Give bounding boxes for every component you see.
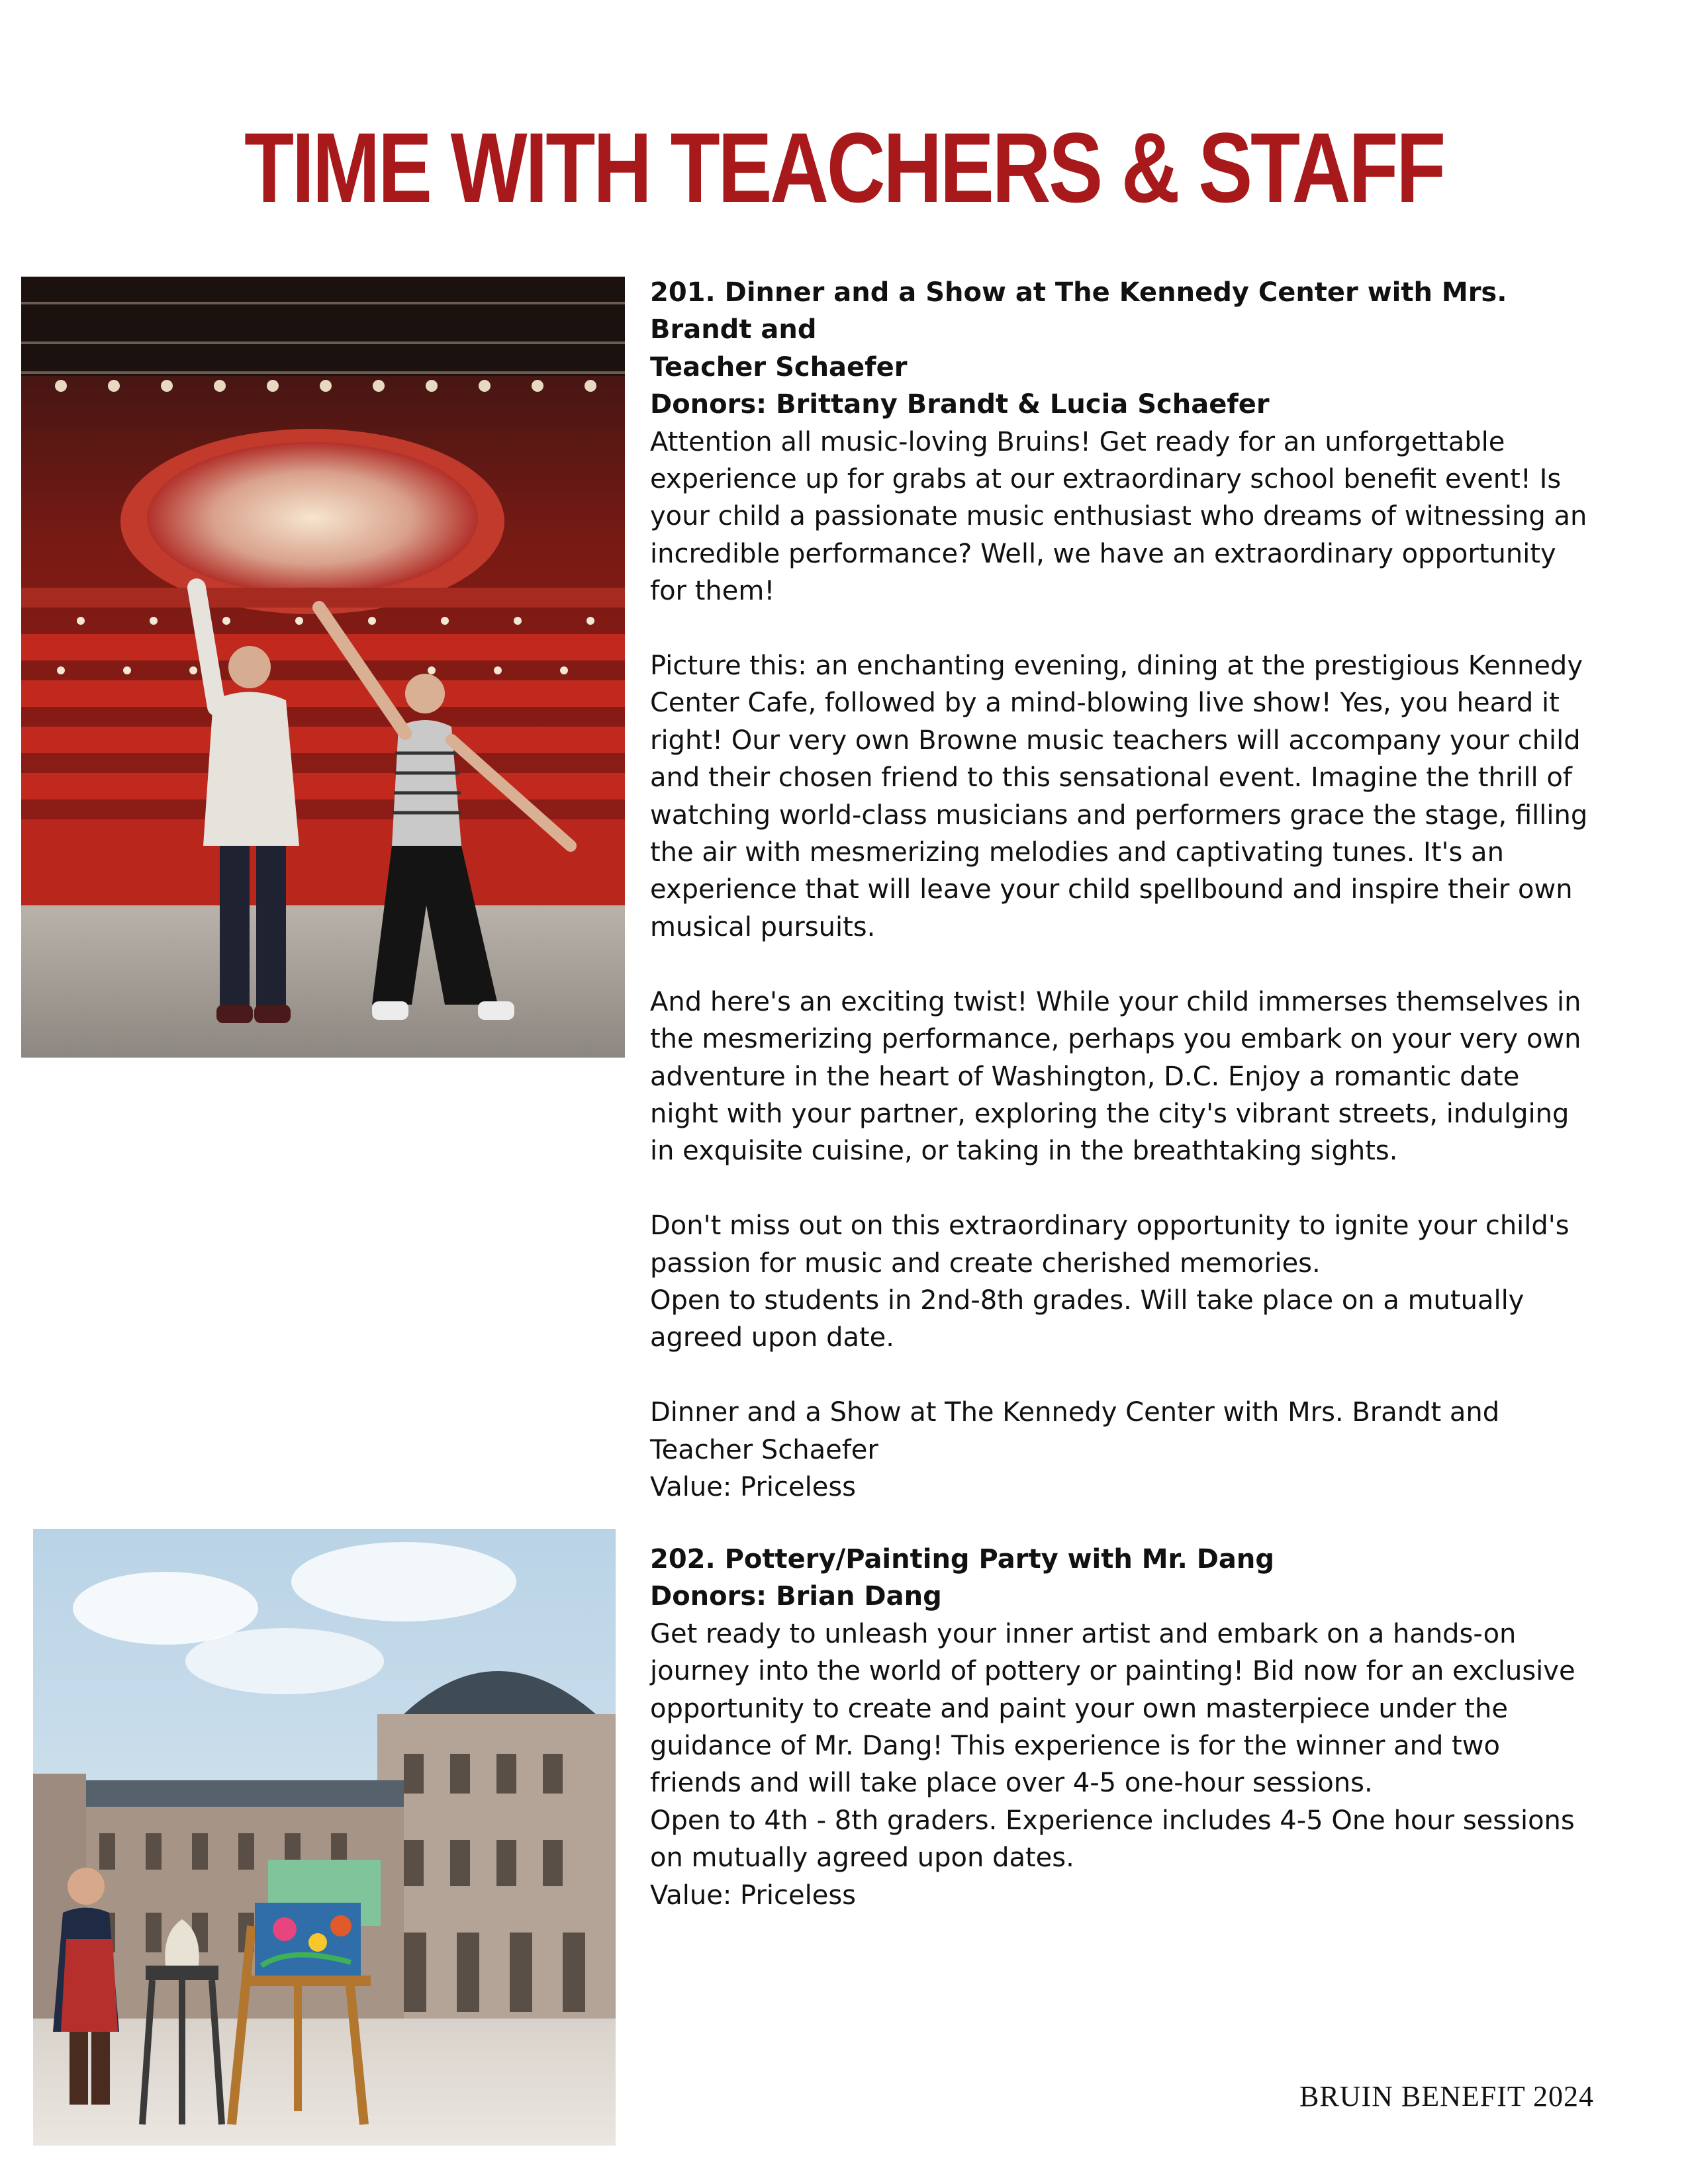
item-summary: Dinner and a Show at The Kennedy Center with Mrs. Brandt and [650, 1397, 1500, 1428]
footer-label: BRUIN BENEFIT 2024 [1299, 2080, 1594, 2113]
item-eligibility: Open to students in 2nd-8th grades. Will take place on a mutually agreed upon date. [650, 1285, 1524, 1353]
item-heading: 202. Pottery/Painting Party with Mr. Dang [650, 1544, 1275, 1574]
page-title: TIME WITH TEACHERS & STAFF [244, 112, 1444, 223]
kennedy-center-photo [21, 277, 625, 1058]
item-paragraph: Attention all music-loving Bruins! Get ready for an unforgettable experience up for grabs at our extraordinary school benefit event! Is your child a passionate music enthusiast who dreams of witnessing an incredible performance? Well, we have an extraordinary opportunity for them! [650, 426, 1587, 607]
item-heading-continued: Teacher Schaefer [650, 351, 908, 383]
item-eligibility: Open to 4th - 8th graders. Experience includes 4-5 One hour sessions on mutually agreed upon dates. [650, 1805, 1575, 1874]
item-summary-continued: Teacher Schaefer [650, 1434, 878, 1465]
item-paragraph: And here's an exciting twist! While your child immerses themselves in the mesmerizing performance, perhaps you embark on your very own adventure in the heart of Washington, D.C. Enjoy a romantic date night with your partner, exploring the city's vibrant streets, indulging in exquisite cuisine, or taking in the breathtaking sights. [650, 986, 1581, 1167]
item-heading: 201. Dinner and a Show at The Kennedy Center with Mrs. Brandt and [650, 277, 1507, 345]
item-paragraph: Don't miss out on this extraordinary opportunity to ignite your child's passion for music and create cherished memories. [650, 1210, 1570, 1279]
item-description: Get ready to unleash your inner artist and embark on a hands-on journey into the world of pottery or painting! Bid now for an exclusive opportunity to create and paint your own masterpiece under the guidance of Mr. Dang! This experience is for the winner and two friends and will take place over 4-5 one-hour sessions. [650, 1618, 1575, 1799]
auction-item-202 [650, 1541, 1590, 1914]
item-value: Value: Priceless [650, 1471, 857, 1502]
pottery-painting-photo [33, 1529, 616, 2146]
item-value: Value: Priceless [650, 1880, 857, 1911]
auction-item-201 [650, 274, 1590, 1506]
item-donors: Donors: Brian Dang [650, 1581, 942, 1612]
item-donors: Donors: Brittany Brandt & Lucia Schaefer [650, 389, 1270, 420]
item-paragraph: Picture this: an enchanting evening, dining at the prestigious Kennedy Center Cafe, followed by a mind-blowing live show! Yes, you heard it right! Our very own Browne music teachers will accompany your child and their chosen friend to this sensational event. Imagine the thrill of watching world-class musicians and performers grace the stage, filling the air with mesmerizing melodies and captivating tunes. It's an experience that will leave your child spellbound and inspire their own musical pursuits. [650, 651, 1588, 942]
